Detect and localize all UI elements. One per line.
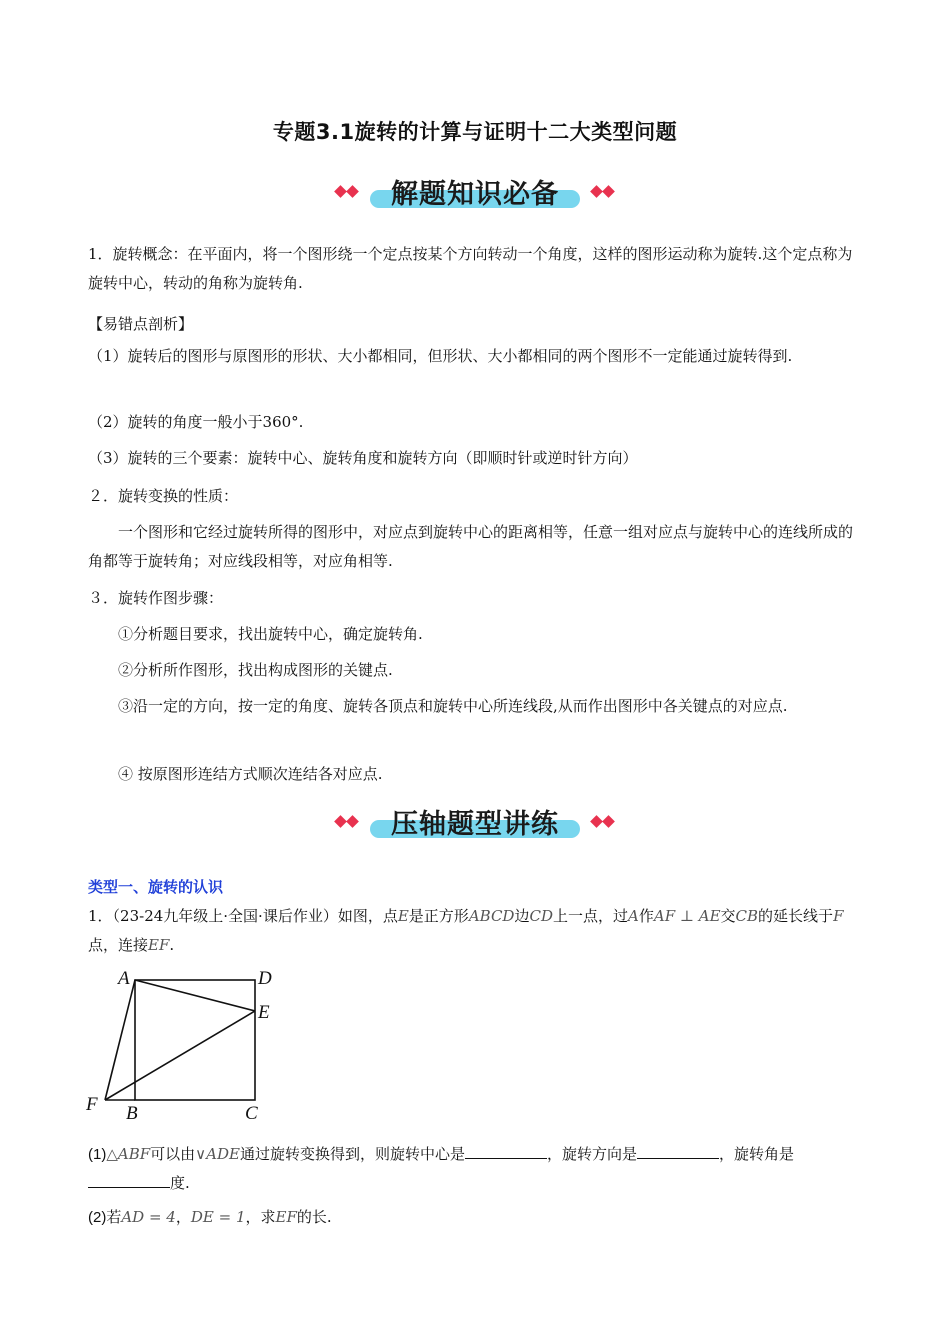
error-point-2: （2）旋转的角度一般小于360°. (88, 413, 304, 431)
steps-title: ３．旋转作图步骤： (88, 589, 224, 607)
label-A: A (118, 968, 130, 989)
sub-question-1 (88, 1140, 863, 1198)
q-text: ，旋转角是 (719, 1145, 795, 1163)
question-1 (88, 902, 863, 960)
q-text: 通过旋转变换得到，则旋转中心是 (239, 1145, 465, 1163)
math-CB: CB (735, 907, 759, 925)
math-F: F (833, 907, 844, 925)
sub-number: (1) (88, 1146, 107, 1163)
q-text: 是正方形 (408, 907, 469, 925)
q-text: 的延长线于 (758, 907, 834, 925)
label-C: C (245, 1103, 258, 1124)
step-1: ①分析题目要求，找出旋转中心，确定旋转角. (118, 625, 423, 643)
type-heading: 类型一、旋转的认识 (88, 878, 224, 896)
step-4: ④ 按原图形连结方式顺次连结各对应点. (118, 765, 383, 783)
q-text: 点，连接 (88, 936, 149, 954)
math-DE-1: DE = 1 (190, 1208, 246, 1226)
sub-number: (2)若 (88, 1209, 122, 1226)
segment-EF (105, 1011, 255, 1100)
page-title: 专题3.1旋转的计算与证明十二大类型问题 (272, 120, 678, 144)
q-text: . (169, 936, 175, 954)
q-text: 边 (514, 907, 530, 925)
step-2: ②分析所作图形，找出构成图形的关键点. (118, 661, 393, 679)
math-ABF: △ABF (106, 1145, 151, 1163)
math-ABCD: ABCD (468, 907, 515, 925)
math-CD: CD (529, 907, 553, 925)
q-text: ，求 (245, 1208, 276, 1226)
answer-blank-direction[interactable] (637, 1142, 719, 1159)
segment-AE (135, 980, 255, 1011)
property-body: 一个图形和它经过旋转所得的图形中，对应点到旋转中心的距离相等，任意一组对应点与旋转中心的连线所成的角都等于旋转角；对应线段相等，对应角相等. (88, 523, 854, 570)
q-text: 作 (638, 907, 654, 925)
section-banner-practice (330, 800, 620, 844)
question-number: 1． (88, 907, 113, 925)
section-banner-knowledge (330, 170, 620, 214)
answer-blank-angle[interactable] (88, 1171, 170, 1188)
q-text: 度. (170, 1174, 190, 1192)
errors-title: 【易错点剖析】 (88, 315, 194, 333)
error-point-3: （3）旋转的三个要素：旋转中心、旋转角度和旋转方向（即顺时针或逆时针方向） (88, 449, 638, 467)
math-E: E (397, 907, 409, 925)
q-text: 的长. (296, 1208, 332, 1226)
answer-blank-center[interactable] (465, 1142, 547, 1159)
math-A: A (628, 907, 639, 925)
q-text: 如图，点 (337, 907, 398, 925)
q-text: ，旋转方向是 (546, 1145, 637, 1163)
banner-title: 解题知识必备 (391, 179, 559, 210)
math-EF: EF (148, 936, 170, 954)
q-text: ， (175, 1208, 191, 1226)
math-AD-4: AD = 4 (121, 1208, 176, 1226)
property-title: ２．旋转变换的性质： (88, 487, 239, 505)
label-E: E (258, 1002, 270, 1023)
segment-AF (105, 980, 135, 1100)
math-EF: EF (275, 1208, 297, 1226)
label-F: F (86, 1094, 98, 1115)
concept-paragraph: 1．旋转概念：在平面内，将一个图形绕一个定点按某个方向转动一个角度，这样的图形运动称为旋转.这个定点称为旋转中心，转动的角称为旋转角. (88, 245, 853, 292)
step-3: ③沿一定的方向，按一定的角度、旋转各顶点和旋转中心所连线段,从而作出图形中各关键点的对应点. (118, 697, 788, 715)
label-D: D (258, 968, 272, 989)
square-ABCD (135, 980, 255, 1100)
math-ADE: ∨ADE (195, 1145, 240, 1163)
q-text: 可以由 (150, 1145, 196, 1163)
math-AF-perp-AE: AF ⊥ AE (653, 907, 721, 925)
sub-question-2 (88, 1203, 863, 1232)
question-source: （23-24九年级上·全国·课后作业） (112, 907, 338, 925)
q-text: 上一点，过 (552, 907, 628, 925)
error-point-1: （1）旋转后的图形与原图形的形状、大小都相同，但形状、大小都相同的两个图形不一定能通过旋转得到. (88, 347, 793, 365)
label-B: B (126, 1103, 138, 1124)
q-text: 交 (720, 907, 736, 925)
square-figure (80, 962, 290, 1132)
banner-title: 压轴题型讲练 (391, 809, 559, 840)
